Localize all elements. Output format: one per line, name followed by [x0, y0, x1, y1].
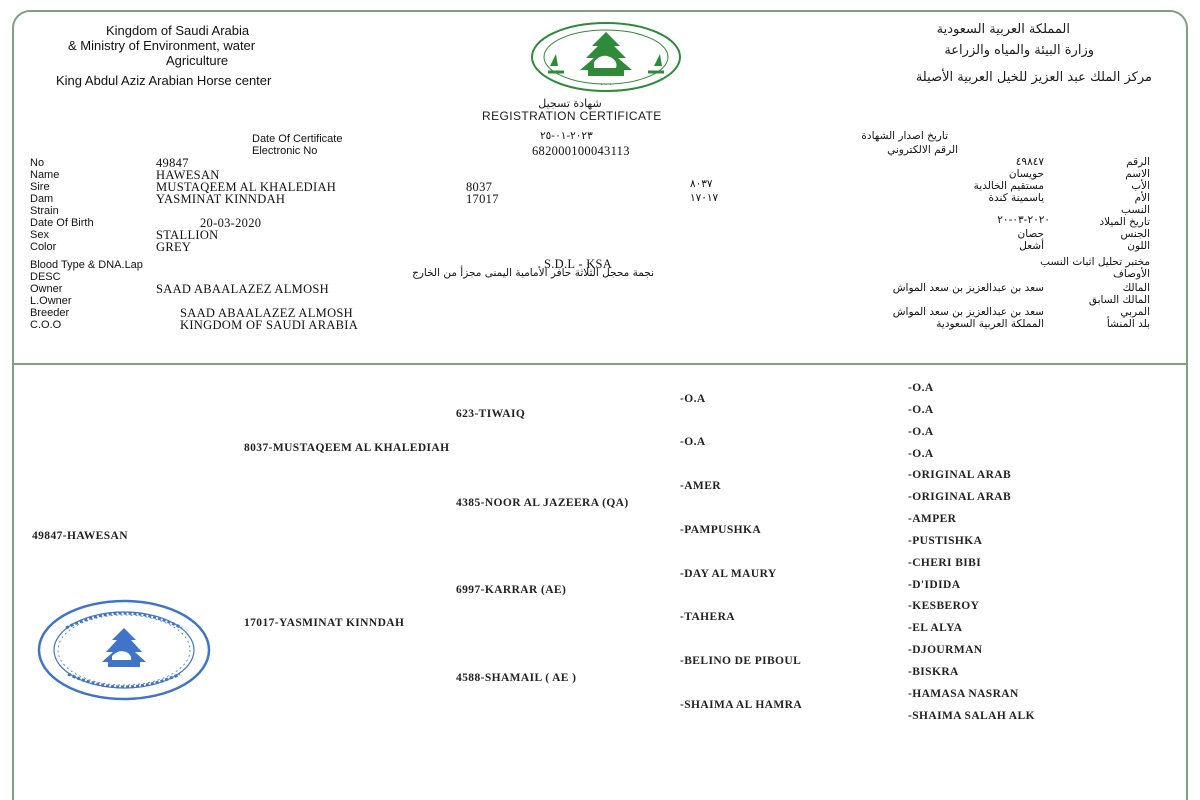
pedigree-gen4-9: -CHERI BIBI	[908, 557, 982, 569]
registration-stamp	[36, 598, 212, 702]
strain-label: Strain	[30, 205, 59, 217]
pedigree-gen4-1: -O.A	[908, 382, 934, 394]
dam-value: YASMINAT KINNDAH	[156, 192, 286, 206]
owner-value: SAAD ABAALAZEZ ALMOSH	[156, 282, 329, 296]
desc-label-ar: الأوصاف	[1113, 268, 1150, 280]
sire-value: MUSTAQEEM AL KHALEDIAH	[156, 180, 337, 194]
electronic-no-value: 682000100043113	[532, 144, 630, 158]
desc-label: DESC	[30, 271, 61, 283]
dam-number-ar: ١٧٠١٧	[690, 192, 719, 204]
ministry-logo-emblem	[528, 20, 684, 94]
dam-value-ar: ياسمينة كندة	[988, 192, 1044, 204]
pedigree-dam: 17017-YASMINAT KINNDAH	[244, 617, 405, 629]
l-owner-label-ar: المالك السابق	[1088, 294, 1150, 306]
dob-label-ar: تاريخ الميلاد	[1099, 216, 1150, 228]
title-english: REGISTRATION CERTIFICATE	[482, 109, 662, 123]
header-ar-line1: المملكة العربية السعودية	[936, 22, 1070, 37]
pedigree-horse: 49847-HAWESAN	[32, 530, 128, 542]
sire-value-ar: مستقيم الخالدية	[973, 180, 1044, 192]
pedigree-sire: 8037-MUSTAQEEM AL KHALEDIAH	[244, 442, 450, 454]
sire-label: Sire	[30, 181, 50, 193]
sex-label-ar: الجنس	[1120, 228, 1150, 240]
coo-value-ar: المملكة العربية السعودية	[936, 318, 1044, 330]
breeder-label: Breeder	[30, 307, 70, 319]
pedigree-gen3-5: -DAY AL MAURY	[680, 568, 777, 580]
pedigree-gen4-12: -EL ALYA	[908, 622, 963, 634]
pedigree-gen3-4: -PAMPUSHKA	[680, 524, 762, 536]
l-owner-label: L.Owner	[30, 295, 72, 307]
svg-text:• • •: • • •	[599, 82, 613, 88]
no-label-ar: الرقم	[1126, 156, 1150, 168]
electronic-no-label-ar: الرقم الالكتروني	[887, 144, 958, 156]
pedigree-gen3-3: -AMER	[680, 480, 721, 492]
header-en-line3: Agriculture	[166, 53, 229, 68]
strain-label-ar: النسب	[1121, 204, 1150, 216]
name-value: HAWESAN	[156, 168, 220, 182]
color-label-ar: اللون	[1127, 240, 1150, 252]
pedigree-gen4-10: -D'IDIDA	[908, 579, 961, 591]
blood-type-value: S.D.L - KSA	[544, 257, 613, 271]
date-certificate-value: ٢٠٢٣-٠١-٢٥	[540, 130, 593, 142]
header-en-line2: & Ministry of Environment, water	[68, 38, 256, 53]
dob-label: Date Of Birth	[30, 217, 94, 229]
dam-number: 17017	[466, 192, 499, 206]
date-certificate-label-ar: تاريخ اصدار الشهادة	[861, 130, 948, 142]
no-value-ar: ٤٩٨٤٧	[1015, 156, 1044, 168]
dob-value-ar: ٢٠٢٠-٠٣-٢٠	[997, 214, 1050, 226]
date-certificate-label: Date Of Certificate	[252, 133, 343, 145]
desc-value-ar: نجمة محجل الثلاثة حافر الأمامية اليمنى مجزأ من الخارج	[412, 267, 654, 279]
owner-label: Owner	[30, 283, 63, 295]
pedigree-gen4-13: -DJOURMAN	[908, 644, 983, 656]
dam-label: Dam	[30, 193, 54, 205]
header-ar-line3: مركز الملك عبد العزيز للخيل العربية الأصيلة	[915, 70, 1152, 85]
electronic-no-label: Electronic No	[252, 145, 318, 157]
pedigree-gen2-2: 4385-NOOR AL JAZEERA (QA)	[456, 497, 629, 509]
breeder-label-ar: المربي	[1120, 306, 1150, 318]
pedigree-gen3-2: -O.A	[680, 436, 706, 448]
pedigree-gen4-2: -O.A	[908, 404, 934, 416]
owner-label-ar: المالك	[1122, 282, 1150, 294]
dob-value: 20-03-2020	[200, 216, 262, 230]
pedigree-gen4-6: -ORIGINAL ARAB	[908, 491, 1012, 503]
pedigree-gen4-7: -AMPER	[908, 513, 957, 525]
pedigree-gen3-7: -BELINO DE PIBOUL	[680, 655, 802, 667]
sex-value-ar: حصان	[1017, 228, 1044, 240]
pedigree-gen3-8: -SHAIMA AL HAMRA	[680, 699, 803, 711]
name-value-ar: حويسان	[1008, 168, 1044, 180]
name-label-ar: الاسم	[1125, 168, 1150, 180]
pedigree-gen4-15: -HAMASA NASRAN	[908, 688, 1019, 700]
sex-label: Sex	[30, 229, 49, 241]
header-ar-line2: وزارة البيئة والمياه والزراعة	[944, 43, 1094, 58]
pedigree-gen3-1: -O.A	[680, 393, 706, 405]
sire-label-ar: الأب	[1131, 180, 1150, 192]
coo-value: KINGDOM OF SAUDI ARABIA	[180, 318, 359, 332]
coo-label: C.O.O	[30, 319, 62, 331]
dam-label-ar: الأم	[1134, 192, 1150, 204]
header-en-line4: King Abdul Aziz Arabian Horse center	[56, 73, 272, 88]
coo-label-ar: بلد المنشأ	[1106, 318, 1150, 330]
pedigree-gen2-3: 6997-KARRAR (AE)	[456, 584, 567, 596]
section-divider	[12, 363, 1188, 365]
pedigree-gen2-1: 623-TIWAIQ	[456, 408, 526, 420]
breeder-value: SAAD ABAALAZEZ ALMOSH	[180, 306, 353, 320]
color-label: Color	[30, 241, 57, 253]
color-value: GREY	[156, 240, 192, 254]
pedigree-gen4-11: -KESBEROY	[908, 600, 980, 612]
owner-value-ar: سعد بن عبدالعزيز بن سعد المواش	[892, 282, 1044, 294]
pedigree-gen2-4: 4588-SHAMAIL ( AE )	[456, 672, 577, 684]
pedigree-gen3-6: -TAHERA	[680, 611, 735, 623]
sire-number: 8037	[466, 180, 493, 194]
header-en-line1: Kingdom of Saudi Arabia	[106, 23, 250, 38]
sex-value: STALLION	[156, 228, 219, 242]
breeder-value-ar: سعد بن عبدالعزيز بن سعد المواش	[892, 306, 1044, 318]
pedigree-gen4-16: -SHAIMA SALAH ALK	[908, 710, 1035, 722]
blood-type-label: Blood Type & DNA.Lap	[30, 259, 143, 271]
color-value-ar: أشعل	[1019, 240, 1044, 252]
pedigree-gen4-4: -O.A	[908, 448, 934, 460]
pedigree-gen4-8: -PUSTISHKA	[908, 535, 983, 547]
title-arabic: شهادة تسجيل	[538, 97, 602, 110]
no-label: No	[30, 157, 45, 169]
name-label: Name	[30, 169, 60, 181]
sire-number-ar: ٨٠٣٧	[690, 178, 713, 190]
no-value: 49847	[156, 156, 189, 170]
pedigree-gen4-3: -O.A	[908, 426, 934, 438]
pedigree-gen4-5: -ORIGINAL ARAB	[908, 469, 1012, 481]
blood-type-label-ar: مختبر تحليل اثبات النسب	[1040, 256, 1150, 268]
pedigree-gen4-14: -BISKRA	[908, 666, 959, 678]
